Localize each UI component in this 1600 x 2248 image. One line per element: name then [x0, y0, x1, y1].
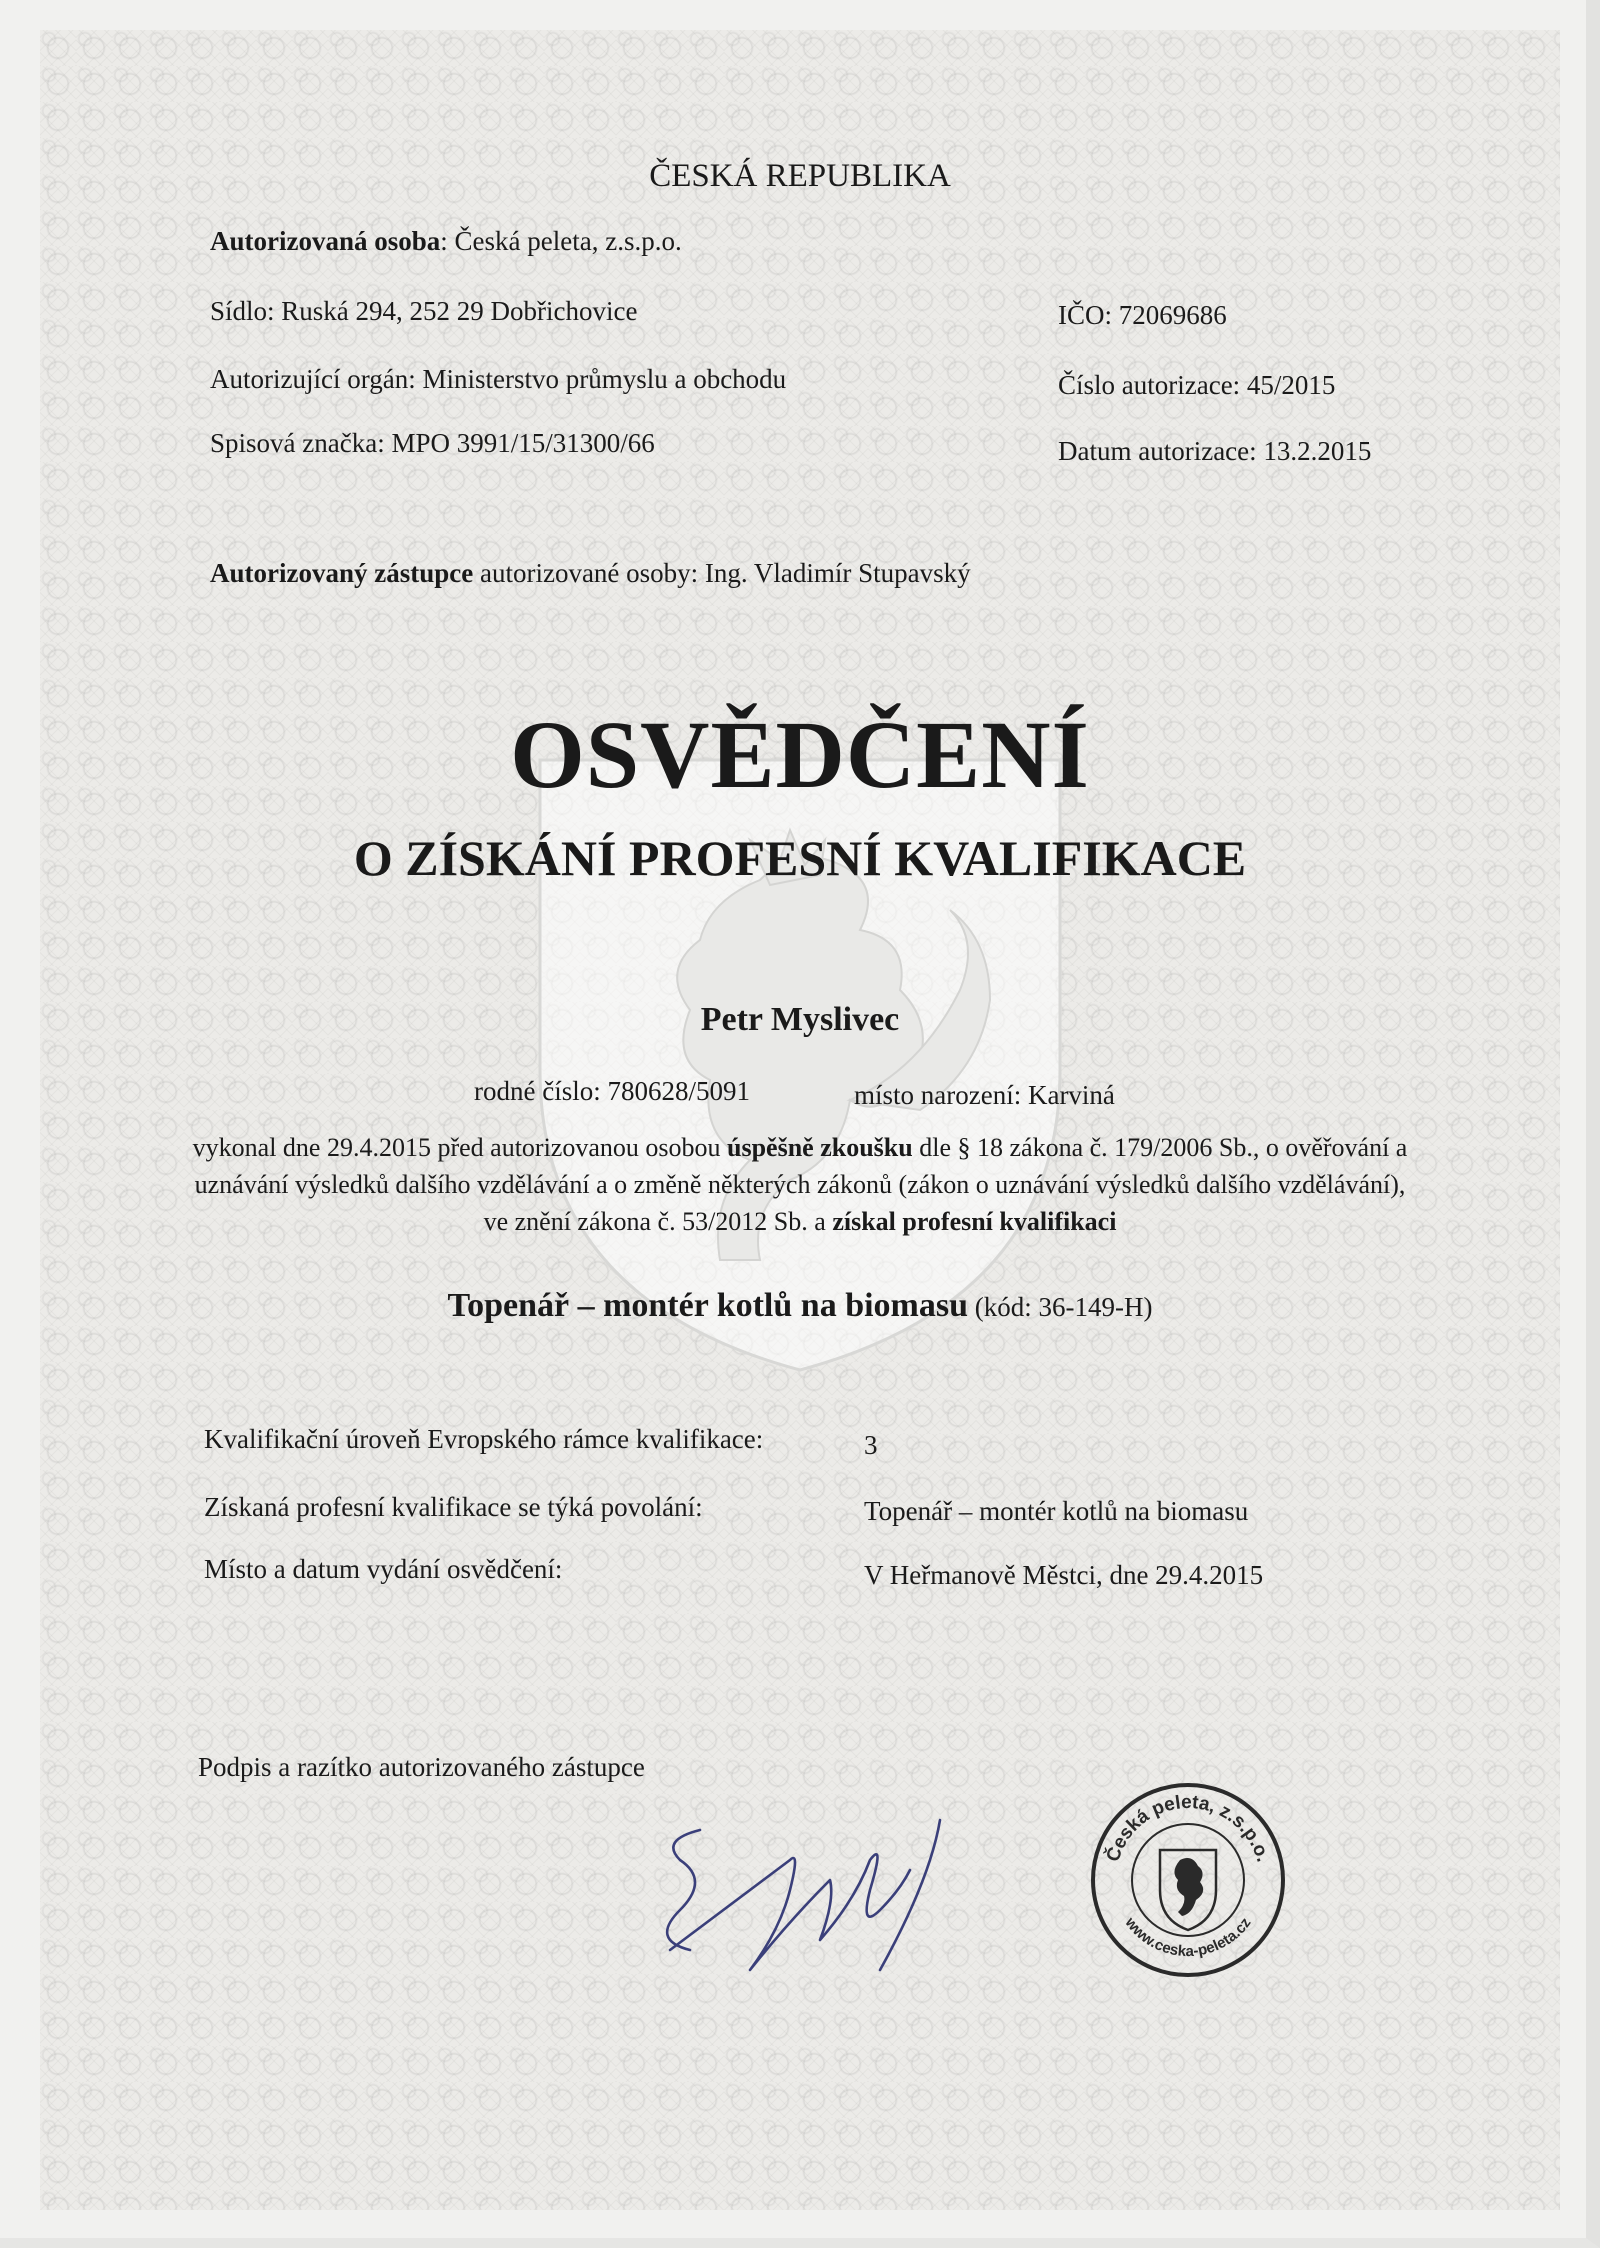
country-heading: ČESKÁ REPUBLIKA: [649, 158, 951, 194]
authorized-person: [210, 226, 682, 257]
handwritten-signature: [640, 1800, 980, 2010]
body-part1: vykonal dne 29.4.2015 před autorizovanou osobou: [192, 1133, 728, 1162]
detail-value: Topenář – montér kotlů na biomasu: [864, 1496, 1249, 1526]
authorized-person-value: : Česká peleta, z.s.p.o.: [440, 226, 682, 256]
qualification-name: Topenář – montér kotlů na biomasu: [447, 1287, 969, 1324]
detail-value: V Heřmanově Městci, dne 29.4.2015: [864, 1560, 1264, 1590]
authorized-person-label: Autorizovaná osoba: [210, 226, 441, 256]
ico-line: IČO: 72069686: [1058, 300, 1227, 330]
birth-number: rodné číslo: 780628/5091: [474, 1076, 750, 1106]
authorizing-body-line: Autorizující orgán: Ministerstvo průmyslu a obchodu: [210, 364, 787, 394]
body-bold2: získal profesní kvalifikaci: [832, 1206, 1117, 1236]
authorization-number-line: Číslo autorizace: 45/2015: [1058, 370, 1336, 400]
authorization-date-line: Datum autorizace: 13.2.2015: [1058, 436, 1372, 466]
certificate-title: OSVĚDČENÍ: [510, 701, 1090, 808]
detail-label: Získaná profesní kvalifikace se týká povolání:: [204, 1492, 703, 1522]
representative-line: [210, 558, 971, 589]
certificate-body-text: [0, 1130, 1600, 1241]
seat-line: Sídlo: Ruská 294, 252 29 Dobřichovice: [210, 296, 638, 326]
holder-name: Petr Myslivec: [700, 1001, 900, 1038]
round-stamp: [1088, 1780, 1288, 1980]
certificate-subtitle: O ZÍSKÁNÍ PROFESNÍ KVALIFIKACE: [353, 830, 1247, 886]
body-bold1: úspěšně zkoušku: [727, 1133, 913, 1162]
file-mark-line: Spisová značka: MPO 3991/15/31300/66: [210, 428, 655, 458]
signature-label: Podpis a razítko autorizovaného zástupce: [198, 1752, 645, 1782]
representative-value: autorizované osoby: Ing. Vladimír Stupavský: [473, 558, 971, 588]
birth-place: místo narození: Karviná: [854, 1080, 1115, 1110]
stamp-bottom-text: www.ceska-peleta.cz: [1121, 1914, 1255, 1961]
detail-value: 3: [864, 1430, 878, 1460]
stamp-top-text: Česká peleta, z.s.p.o.: [1102, 1791, 1274, 1865]
detail-label: Kvalifikační úroveň Evropského rámce kvalifikace:: [204, 1424, 764, 1454]
body-part2: dle § 18 zákona č. 179/2006 Sb., o ověřování a uznávání výsledků dalšího vzdělávání a o změně některých zákonů (zákon o uznávání výsledků dalšího vzdělávání), ve znění zákona č. 53/2012 Sb. a: [194, 1133, 1408, 1236]
qualification-code: (kód: 36-149-H): [968, 1292, 1153, 1322]
svg-text:Česká peleta, z.s.p.o.: [1102, 1792, 1274, 1865]
detail-label: Místo a datum vydání osvědčení:: [204, 1554, 563, 1584]
qualification-line: [0, 1286, 1600, 1325]
representative-label: Autorizovaný zástupce: [210, 558, 474, 588]
